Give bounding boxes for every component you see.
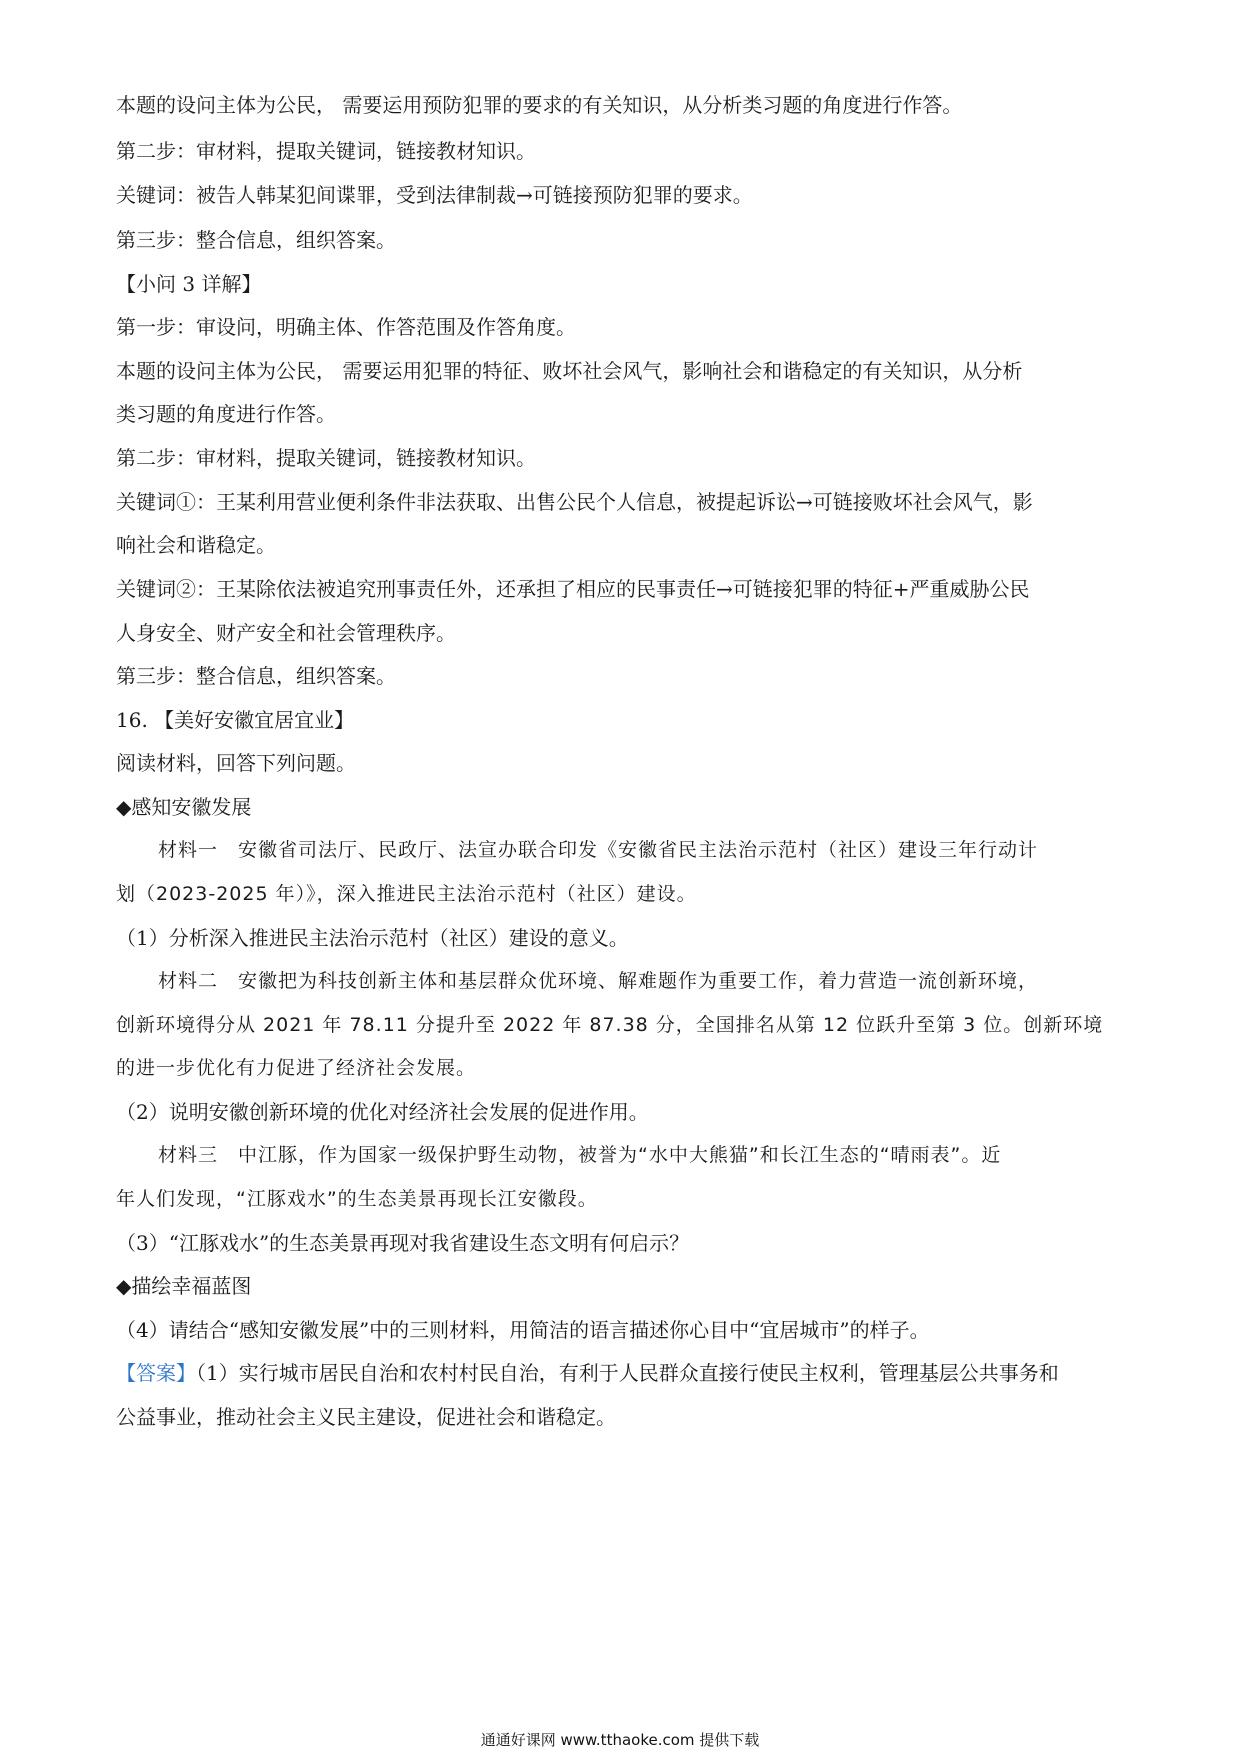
- text-line: 第三步：整合信息，组织答案。: [116, 664, 396, 688]
- question-line: （1）分析深入推进民主法治示范村（社区）建设的意义。: [116, 926, 629, 950]
- section-heading: ◆感知安徽发展: [116, 795, 252, 819]
- material-line: 材料三 中江豚，作为国家一级保护野生动物，被誉为“水中大熊猫”和长江生态的“晴雨表”。近: [158, 1144, 1002, 1166]
- text-line: 第三步：整合信息，组织答案。: [116, 228, 396, 252]
- text-line: 第一步：审设问，明确主体、作答范围及作答角度。: [116, 315, 576, 339]
- text-line: 关键词：被告人韩某犯间谍罪，受到法律制裁→可链接预防犯罪的要求。: [116, 183, 753, 207]
- text-line: 响社会和谐稳定。: [116, 533, 276, 557]
- text-line: 关键词①：王某利用营业便利条件非法获取、出售公民个人信息，被提起诉讼→可链接败坏社会风气，影: [116, 490, 1033, 514]
- material-line: 年人们发现，“江豚戏水”的生态美景再现长江安徽段。: [116, 1188, 598, 1210]
- question-line: （2）说明安徽创新环境的优化对经济社会发展的促进作用。: [116, 1100, 649, 1124]
- text-line: 第二步：审材料，提取关键词，链接教材知识。: [116, 446, 536, 470]
- question-heading: 16. 【美好安徽宜居宜业】: [116, 708, 355, 732]
- text-line: 关键词②：王某除依法被追究刑事责任外，还承担了相应的民事责任→可链接犯罪的特征+严重威胁公民: [116, 577, 1030, 601]
- material-line: 材料二 安徽把为科技创新主体和基层群众优环境、解难题作为重要工作，着力营造一流创新环境，: [158, 970, 1039, 992]
- answer-text: （1）实行城市居民自治和农村村民自治，有利于人民群众直接行使民主权利，管理基层公共事务和: [196, 1361, 1059, 1385]
- text-line: 阅读材料，回答下列问题。: [116, 751, 356, 775]
- material-line: 的进一步优化有力促进了经济社会发展。: [116, 1057, 477, 1079]
- material-line: 创新环境得分从 2021 年 78.11 分提升至 2022 年 87.38 分，全国排名从第 12 位跃升至第 3 位。创新环境: [116, 1014, 1104, 1036]
- text-line: 人身安全、财产安全和社会管理秩序。: [116, 621, 456, 645]
- text-line: 类习题的角度进行作答。: [116, 402, 336, 426]
- question-line: （3）“江豚戏水”的生态美景再现对我省建设生态文明有何启示？: [116, 1231, 690, 1255]
- material-line: 材料一 安徽省司法厅、民政厅、法宣办联合印发《安徽省民主法治示范村（社区）建设三年行动计: [158, 839, 1039, 861]
- question-line: （4）请结合“感知安徽发展”中的三则材料，用简洁的语言描述你心目中“宜居城市”的样子。: [116, 1318, 930, 1342]
- text-line: 本题的设问主体为公民， 需要运用预防犯罪的要求的有关知识，从分析类习题的角度进行作答。: [116, 93, 963, 117]
- text-line: 第二步：审材料，提取关键词，链接教材知识。: [116, 139, 536, 163]
- sub-question-heading: 【小问 3 详解】: [116, 272, 262, 296]
- page-footer: 通通好课网 www.tthaoke.com 提供下载: [480, 1731, 760, 1749]
- text-line: 本题的设问主体为公民， 需要运用犯罪的特征、败坏社会风气，影响社会和谐稳定的有关知识，从分析: [116, 359, 1023, 383]
- answer-tag: 【答案】: [116, 1361, 196, 1385]
- answer-line: 公益事业，推动社会主义民主建设，促进社会和谐稳定。: [116, 1405, 616, 1429]
- section-heading: ◆描绘幸福蓝图: [116, 1274, 252, 1298]
- material-line: 划（2023-2025 年）》，深入推进民主法治示范村（社区）建设。: [116, 883, 697, 905]
- answer-line: [116, 1359, 1126, 1387]
